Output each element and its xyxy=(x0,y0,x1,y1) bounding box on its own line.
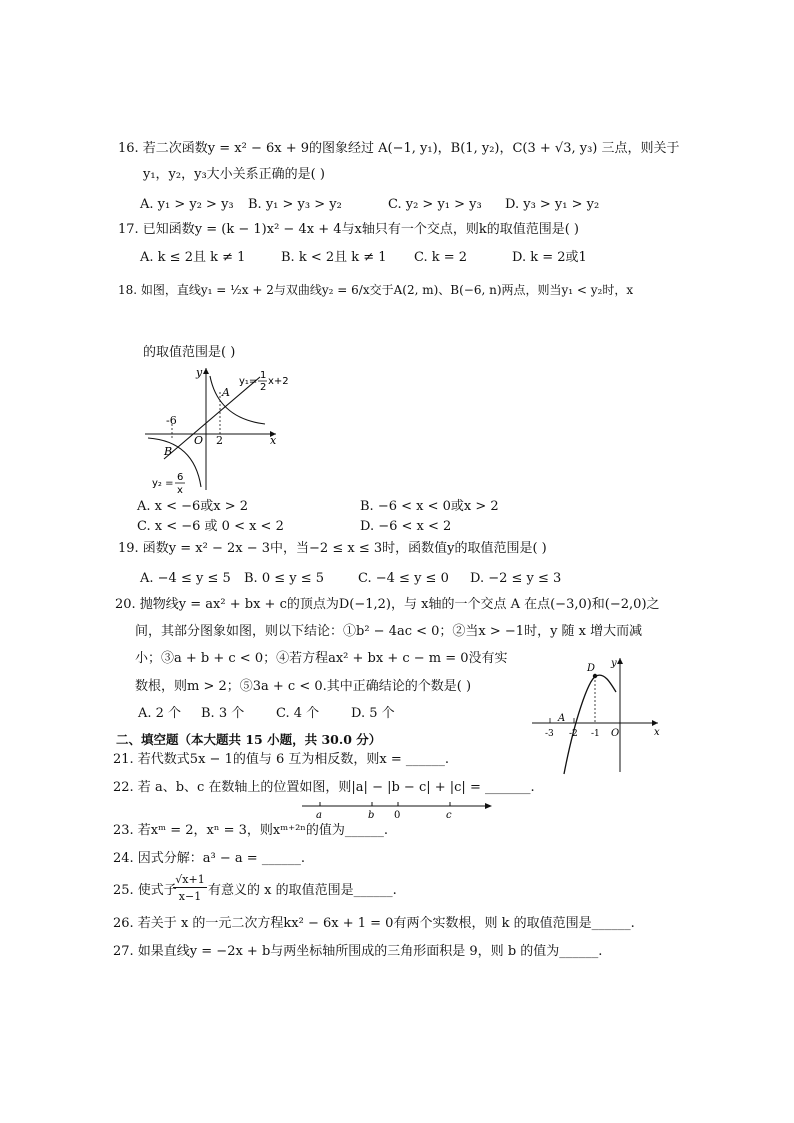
q20-stem-line1: 20. 抛物线y = ax² + bx + c的顶点为D(−1,2)，与 x轴的一个交点 A 在点(−3,0)和(−2,0)之 xyxy=(115,597,660,612)
q16-option-b: B. y₁ > y₃ > y₂ xyxy=(248,197,342,212)
q22-label-b: b xyxy=(368,810,375,821)
q25-suffix: 有意义的 x 的取值范围是______. xyxy=(208,883,397,898)
q20-option-d: D. 5 个 xyxy=(351,706,395,721)
q21: 21. 若代数式5x − 1的值与 6 互为相反数，则x = ______. xyxy=(113,752,449,767)
q18-tick-neg6: -6 xyxy=(166,414,177,427)
q18-origin-label: O xyxy=(194,434,204,447)
q18-y2-label: y₂ = xyxy=(152,478,174,489)
q17-stem: 17. 已知函数y = (k − 1)x² − 4x + 4与x轴只有一个交点，则k的取值范围是( ) xyxy=(118,222,579,237)
q16-option-c: C. y₂ > y₁ > y₃ xyxy=(388,197,482,212)
q18-graph xyxy=(140,362,300,498)
q25-numerator: √x+1 xyxy=(173,873,207,888)
q20-y-axis-label: y xyxy=(611,658,617,669)
q18-stem-line2: 的取值范围是( ) xyxy=(143,345,236,360)
q22-label-0: 0 xyxy=(394,810,401,821)
q18-option-a: A. x < −6或x > 2 xyxy=(137,499,249,514)
q16-option-d: D. y₃ > y₁ > y₂ xyxy=(505,197,600,212)
q16-stem-line2: y₁，y₂，y₃大小关系正确的是( ) xyxy=(143,167,325,182)
q20-origin-label: O xyxy=(611,728,620,739)
q20-y-axis-arrow xyxy=(617,658,623,664)
q20-parabola xyxy=(564,675,616,774)
q20-option-b: B. 3 个 xyxy=(201,706,245,721)
q19-option-b: B. 0 ≤ y ≤ 5 xyxy=(244,571,325,586)
q17-option-c: C. k = 2 xyxy=(414,250,468,265)
q20-x-axis-label: x xyxy=(654,727,660,738)
q26: 26. 若关于 x 的一元二次方程kx² − 6x + 1 = 0有两个实数根，则 k 的取值范围是______. xyxy=(113,916,635,931)
q23: 23. 若xᵐ = 2，xⁿ = 3，则xᵐ⁺²ⁿ的值为______. xyxy=(113,823,389,838)
q20-stem-line4: 数根，则m > 2；⑤3a + c < 0.其中正确结论的个数是( ) xyxy=(135,679,472,694)
q22-label-c: c xyxy=(446,810,452,821)
q18-option-d: D. −6 < x < 2 xyxy=(360,519,452,534)
q20-tick-label-neg2: -2 xyxy=(569,729,578,739)
q20-graph xyxy=(530,652,666,776)
q25-fraction xyxy=(173,873,207,903)
q20-x-axis-arrow xyxy=(652,720,658,726)
q20-option-a: A. 2 个 xyxy=(138,706,182,721)
q20-tick-label-neg3: -3 xyxy=(545,729,554,739)
q18-option-c: C. x < −6 或 0 < x < 2 xyxy=(137,519,284,534)
q17-option-d: D. k = 2或1 xyxy=(512,250,587,265)
q18-y2-den: x xyxy=(177,485,183,496)
q18-y1-den: 2 xyxy=(260,382,267,393)
q22-axis-arrow xyxy=(485,803,492,809)
q19-stem: 19. 函数y = x² − 2x − 3中，当−2 ≤ x ≤ 3时，函数值y的取值范围是( ) xyxy=(118,541,547,556)
q17-option-b: B. k < 2且 k ≠ 1 xyxy=(281,250,387,265)
q18-y1-rest: x+2 xyxy=(268,376,289,387)
q22: 22. 若 a、b、c 在数轴上的位置如图，则|a| − |b − c| + |c| = _______. xyxy=(113,780,535,795)
q18-tick-2: 2 xyxy=(216,434,223,447)
q16-option-a: A. y₁ > y₂ > y₃ xyxy=(140,197,234,212)
q18-y-axis-arrow xyxy=(203,368,209,374)
section-2-heading: 二、填空题（本大题共 15 小题，共 30.0 分） xyxy=(116,732,382,747)
q20-point-d: D xyxy=(587,663,596,674)
q19-option-a: A. −4 ≤ y ≤ 5 xyxy=(140,571,231,586)
q17-option-a: A. k ≤ 2且 k ≠ 1 xyxy=(140,250,246,265)
q18-point-b: B xyxy=(164,445,173,458)
q25-denominator: x−1 xyxy=(178,890,202,903)
q18-point-a: A xyxy=(222,386,230,399)
q18-stem-line1: 18. 如图，直线y₁ = ½x + 2与双曲线y₂ = 6/x交于A(2, m)、B(−6, n)两点，则当y₁ < y₂时，x xyxy=(118,283,634,297)
q24: 24. 因式分解：a³ − a = ______. xyxy=(113,851,305,866)
q22-number-line xyxy=(300,800,496,822)
q18-option-b: B. −6 < x < 0或x > 2 xyxy=(360,499,499,514)
q18-y2-num: 6 xyxy=(177,472,184,483)
q18-x-axis-label: x xyxy=(270,434,277,447)
q18-y1-num: 1 xyxy=(260,370,267,381)
q27: 27. 如果直线y = −2x + b与两坐标轴所围成的三角形面积是 9，则 b 的值为______. xyxy=(113,944,603,959)
q20-point-a: A xyxy=(558,713,566,724)
q20-stem-line3: 小；③a + b + c < 0；④若方程ax² + bx + c − m = 0没有实 xyxy=(135,651,508,666)
q19-option-d: D. −2 ≤ y ≤ 3 xyxy=(470,571,562,586)
q20-tick-label-neg1: -1 xyxy=(591,729,600,739)
q18-y-axis-label: y xyxy=(196,366,203,379)
q20-stem-line2: 间，其部分图象如图，则以下结论：①b² − 4ac < 0；②当x > −1时，y 随 x 增大而减 xyxy=(135,624,643,639)
q25-prefix: 25. 使式子 xyxy=(113,883,177,898)
q19-option-c: C. −4 ≤ y ≤ 0 xyxy=(358,571,449,586)
q18-y1-label: y₁= xyxy=(239,376,258,387)
q22-label-a: a xyxy=(316,810,322,821)
q20-option-c: C. 4 个 xyxy=(276,706,320,721)
q16-stem-line1: 16. 若二次函数y = x² − 6x + 9的图象经过 A(−1, y₁)，B(1, y₂)，C(3 + √3, y₃) 三点，则关于 xyxy=(118,141,680,156)
